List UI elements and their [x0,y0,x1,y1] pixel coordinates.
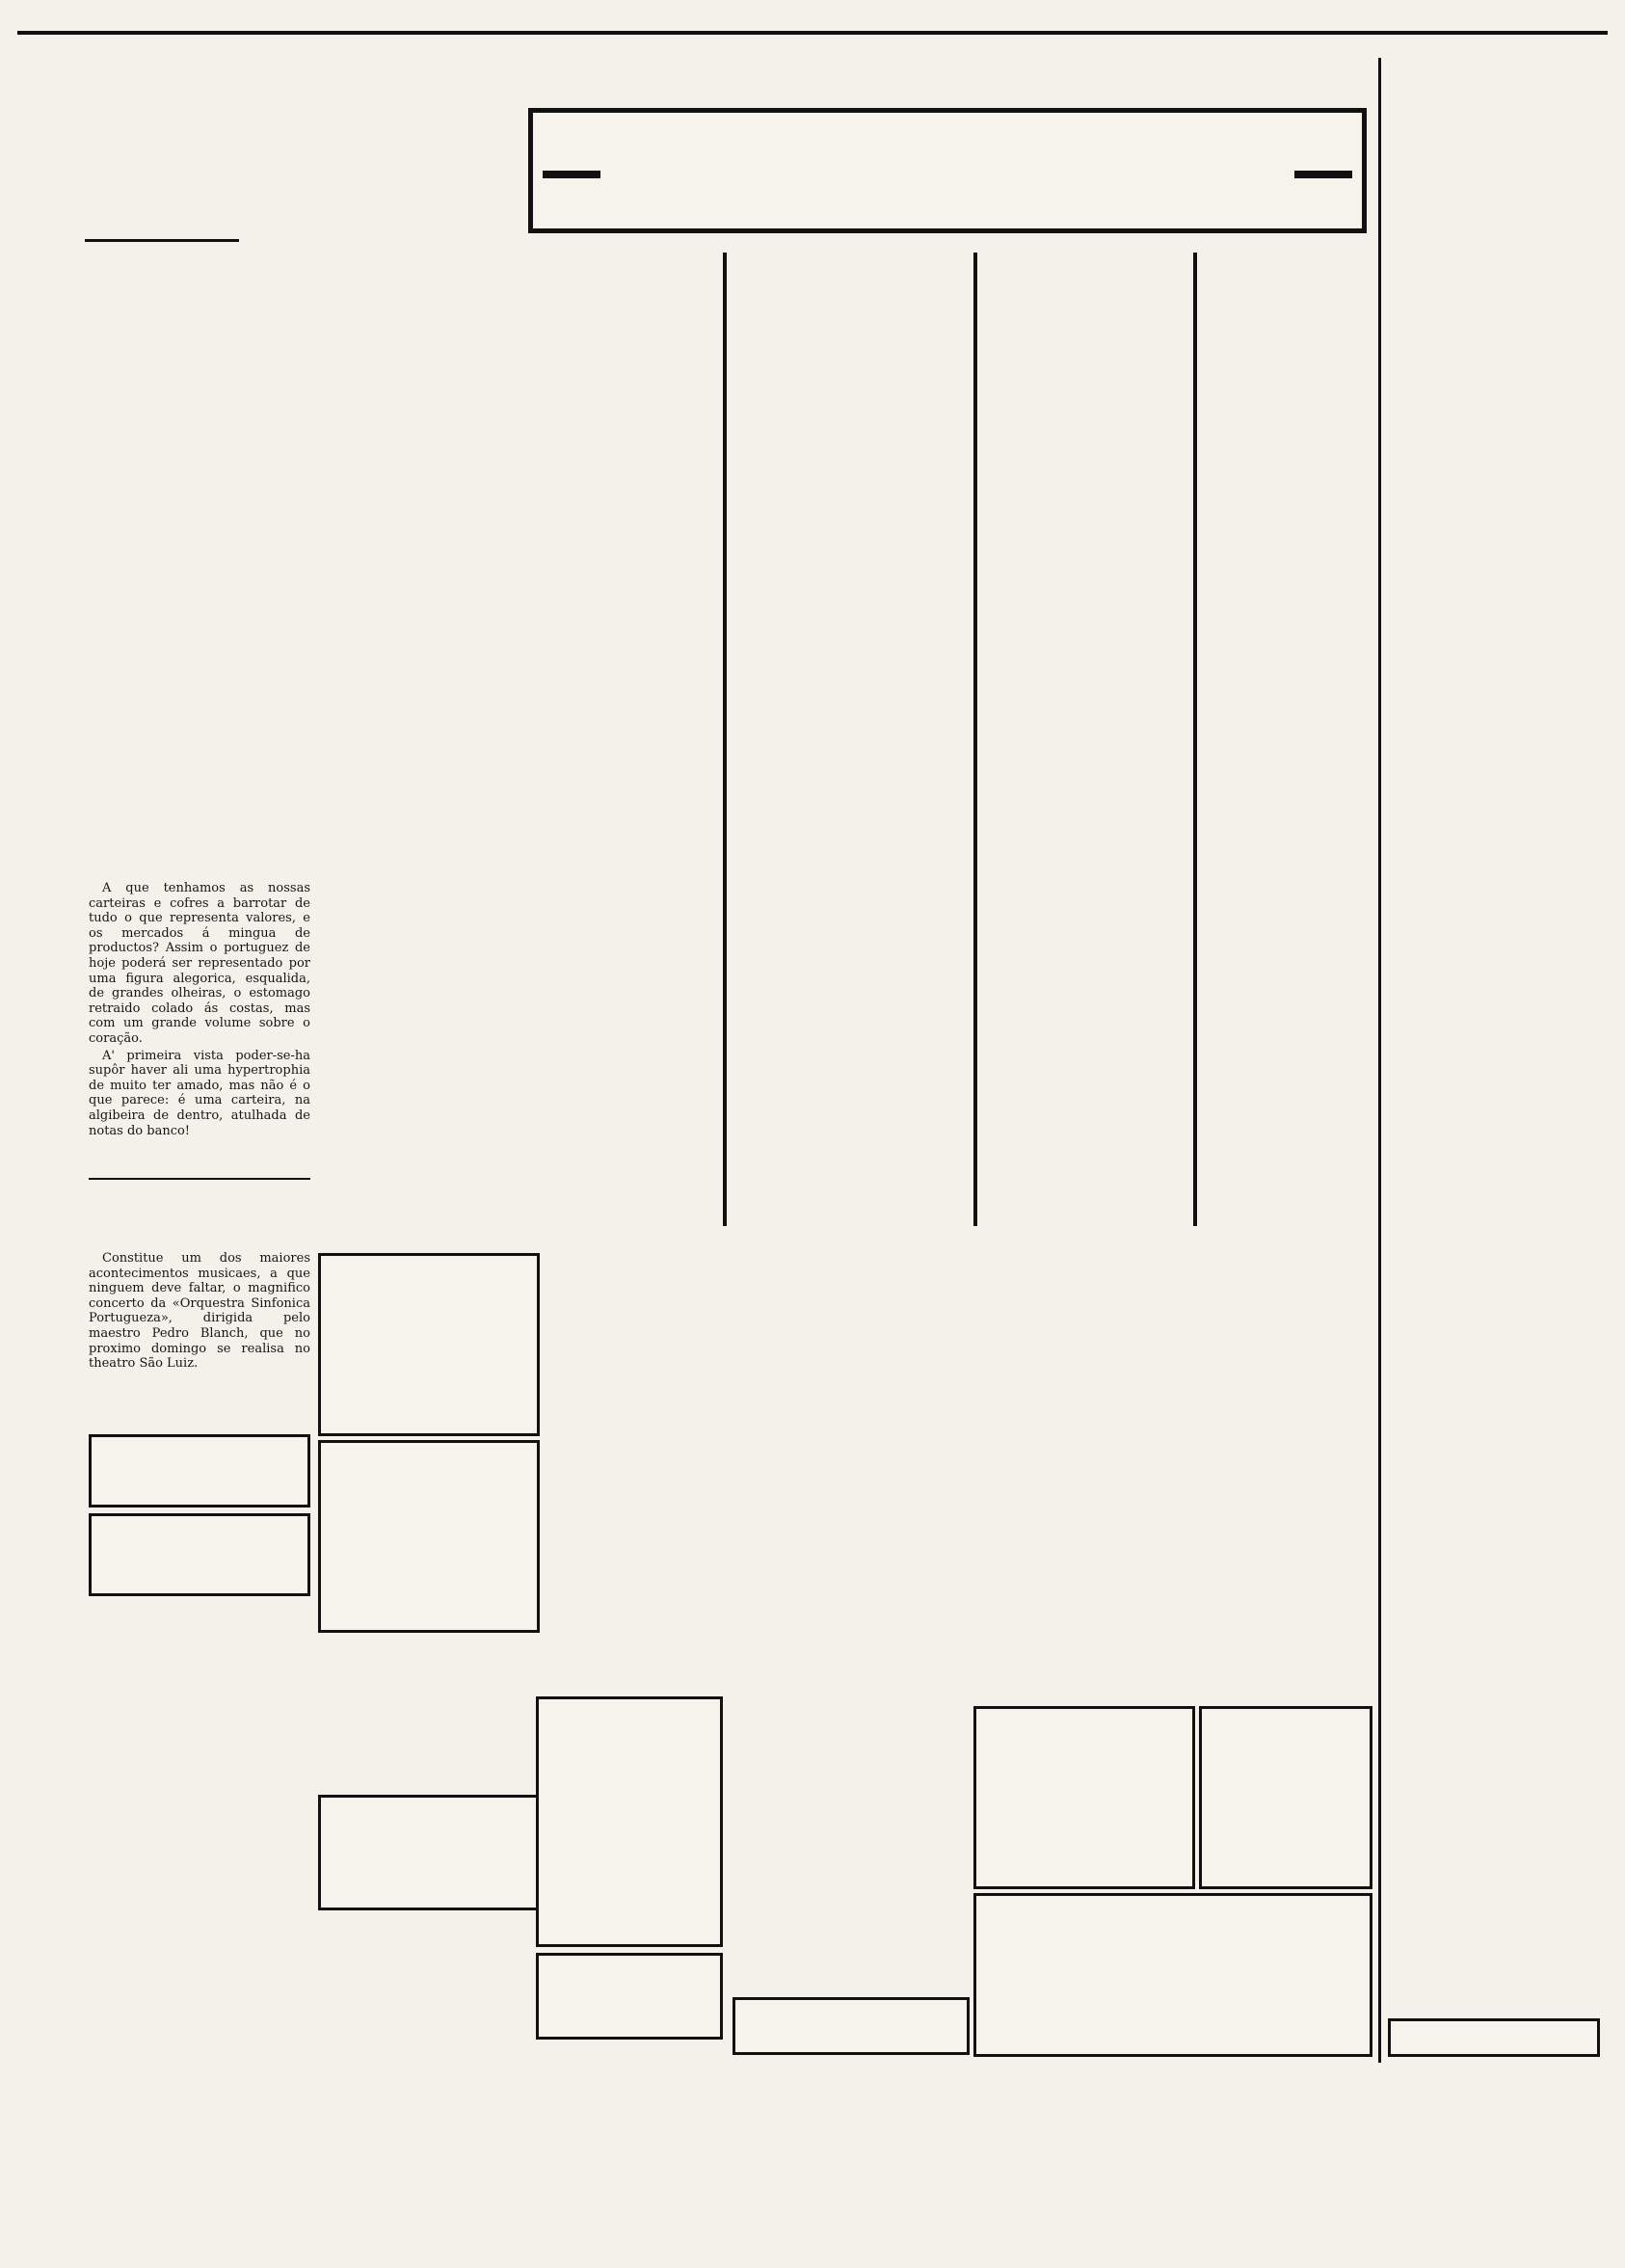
moveis-ad [1199,1706,1372,1889]
theatro-sao-luiz-ad [318,1253,540,1436]
policlinica-ad [536,1696,723,1947]
noticias-text [1201,1080,1371,1696]
musica-text: Constitue um dos maiores acontecimentos musicaes, a que ninguem deve faltar, o magnifico concerto da «Orquestra Sinfonica Portugueza», dirigida pelo maestro Pedro Blanch, que no proximo domingo se realisa no theatro São Luiz. [89,1251,310,1372]
costa-santos-ad [1388,2018,1600,2057]
saude-text [1201,397,1371,995]
salao-central-ad [973,1893,1372,2057]
machado-ad [89,1434,310,1508]
comadres-text [981,1436,1189,1696]
poeira-text1 [733,1479,970,1509]
parlamento-text [981,387,1189,831]
capitao-text [540,974,719,1118]
berlitz-ad [973,1706,1195,1889]
poeira-text2 [733,1533,970,1639]
lotaria-ad [318,1440,540,1633]
ultima-hora-banner [528,108,1367,233]
horta-costa-ad [89,1513,310,1596]
quem-alvitra-text [318,995,540,1245]
navegacao-text [540,1509,719,1693]
theatres-col1-text [89,295,310,873]
poeira-text3 [733,1662,970,1739]
casa-bancaria-ad [318,1795,540,1910]
faquista-text [540,1157,719,1282]
simoes-bayao-ad [733,1997,970,2055]
telegraph-text3 [1388,775,1600,1835]
theatres-col2-text [318,295,540,873]
telegraph-text [1388,214,1600,416]
ceguinhos-text [318,1668,540,1783]
president-text [540,386,719,925]
bolchevista-text [981,1220,1189,1394]
malas-text [540,1324,719,1421]
telegraph-text2 [1388,443,1600,733]
poeira-text4 [733,1762,970,1926]
canetas-ad [536,1953,723,2040]
chave-enigma-text: A que tenhamos as nossas carteiras e cofres a barrotar de tudo o que representa valores, e os mercados á mingua de productos? Assim o portuguez de hoje poderá ser representado por uma figura alegorica, esqualida, de grandes olheiras, o estomago retraido colado ás costas, mas com um grande volume sobre o coração. A' primeira vista poder-se-ha supôr haver ali uma hypertrophia de muito ter amado, mas não é o que parece: é uma carteira, na algibeira de dentro, atulhada de notas do banco! [89,881,310,1138]
politica-text [733,339,970,879]
